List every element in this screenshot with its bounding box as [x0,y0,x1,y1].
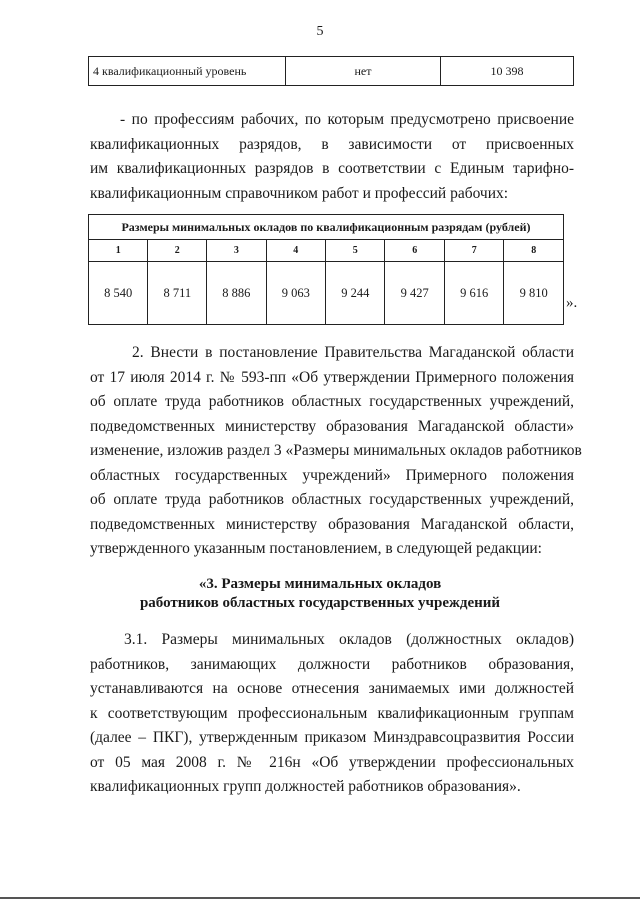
section-heading-line: работников областных государственных учреждений [139,595,501,611]
grade-header: 5 [326,240,385,262]
closing-quote: ». [566,295,578,311]
grade-value: 8 886 [207,262,266,325]
grade-value: 9 616 [444,262,503,325]
bottom-edge-line [0,897,640,899]
workers-paragraph [90,108,574,206]
amendment-paragraph [90,341,582,562]
section-heading [0,575,640,613]
paragraph-line: 2. Внести в постановление Правительства Магаданской области [132,344,574,361]
page-number: 5 [316,24,324,39]
grade-value: 9 427 [385,262,444,325]
paragraph-line: 3.1. Размеры минимальных окладов (должностных окладов) [124,631,574,648]
grade-header: 7 [444,240,503,262]
grades-table [88,214,564,325]
grade-value: 8 711 [148,262,207,325]
paragraph-line: подведомственных министерству образования Магаданской области» [90,417,574,435]
paragraph-line: работников, занимающих должности работников образования, [90,655,574,673]
paragraph-line: квалификационным справочником работ и профессий рабочих: [90,184,509,202]
paragraph-line: им квалификационных разрядов в соответствии с Единым тарифно- [90,160,574,177]
table-row [89,215,564,240]
paragraph-line: областных государственных учреждений» Примерного положения [90,466,574,484]
paragraph-line: - по профессиям рабочих, по которым предусмотрено присвоение [120,111,574,128]
table-row [89,57,574,86]
grade-header: 1 [89,240,148,262]
paragraph-line: утвержденного указанным постановлением, в следующей редакции: [90,540,542,557]
level-cell: 4 квалификационный уровень [89,57,286,86]
paragraph-line: (далее – ПКГ), утвержденным приказом Минздравсоцразвития России [90,729,574,746]
paragraph-line: подведомственных министерству образования Магаданской области, [90,515,574,533]
grade-header: 3 [207,240,266,262]
section-heading-line: «3. Размеры минимальных окладов [198,576,442,592]
paragraph-line: к соответствующим профессиональным квалификационным группам [90,704,574,722]
paragraph-line: об оплате труда работников областных государственных учреждений, [90,491,574,508]
table-row [89,262,564,325]
grade-header: 6 [385,240,444,262]
paragraph-line: устанавливаются на основе отнесения занимаемых ими должностей [90,680,574,697]
grade-header: 4 [266,240,325,262]
paragraph-line: об оплате труда работников областных государственных учреждений, [90,393,574,410]
grade-header: 8 [504,240,564,262]
grade-value: 9 810 [504,262,564,325]
grade-value: 9 244 [326,262,385,325]
qualification-level-table [88,56,574,86]
paragraph-line: от 05 мая 2008 г. № 216н «Об утверждении профессиональных [90,753,574,771]
grade-value: 8 540 [89,262,148,325]
grades-table-caption: Размеры минимальных окладов по квалификационным разрядам (рублей) [89,215,564,240]
paragraph-line: квалификационных групп должностей работников образования». [90,778,521,795]
grade-value: 9 063 [266,262,325,325]
paragraph-line: от 17 июля 2014 г. № 593-пп «Об утверждении Примерного положения [90,368,574,386]
table-row [89,240,564,262]
paragraph-line: изменение, изложив раздел 3 «Размеры минимальных окладов работников [90,442,582,459]
clause-3-1-paragraph [90,628,574,800]
salary-cell: 10 398 [441,57,574,86]
grade-cell: нет [286,57,441,86]
grade-header: 2 [148,240,207,262]
grades-table-wrapper [88,214,564,325]
paragraph-line: квалификационных разрядов, в зависимости от присвоенных [90,135,574,153]
